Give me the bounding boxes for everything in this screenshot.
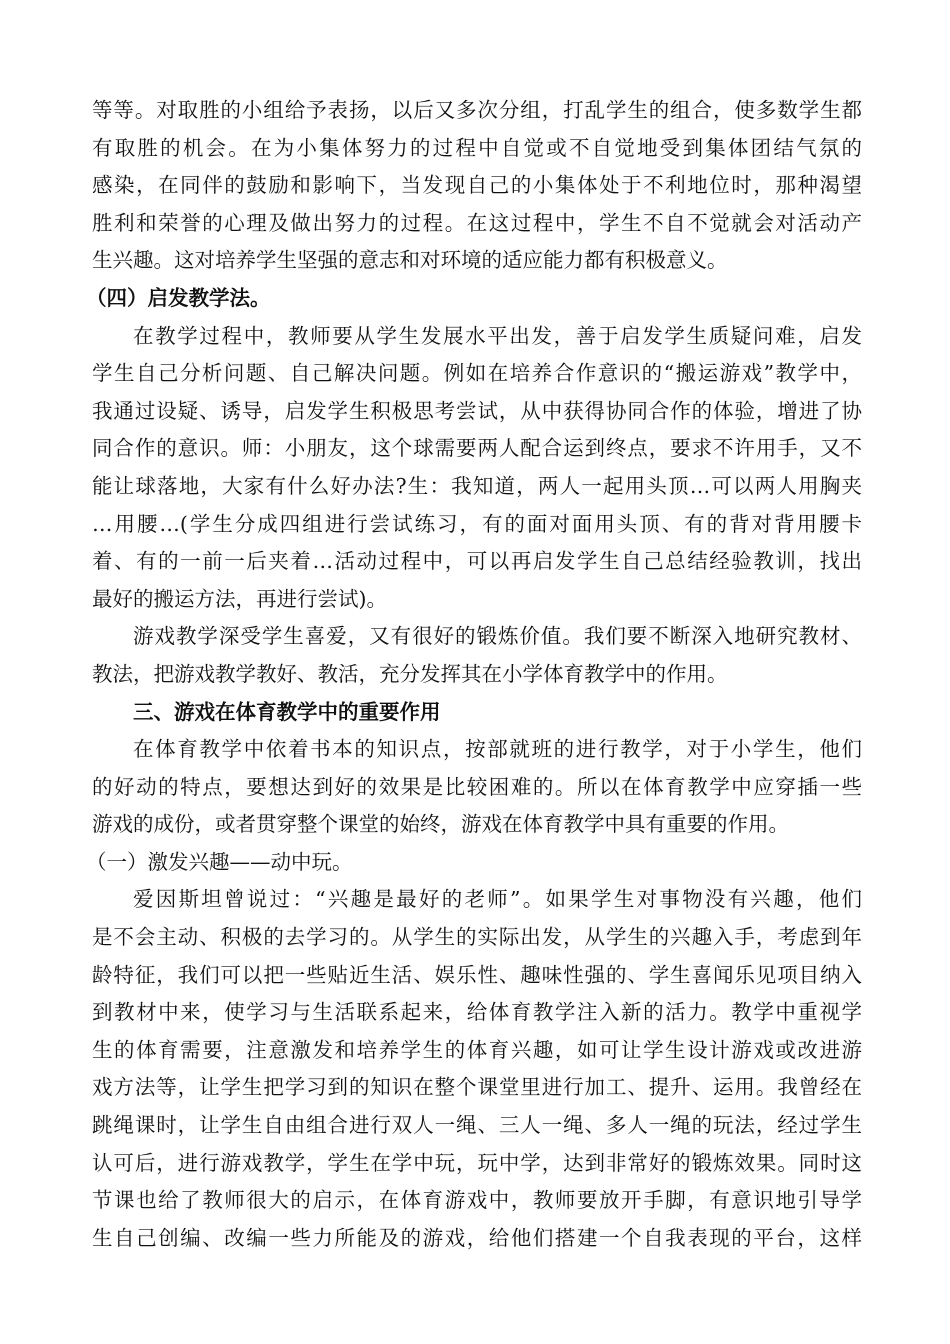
document-body [86,92,862,1257]
heading-text: 三、游戏在体育教学中的重要作用 [133,699,441,724]
text-line: 在体育教学中依着书本的知识点，按部就班的进行教学，对于小学生，他们 [133,737,862,762]
text-line: 学生自己分析问题、自己解决问题。例如在培养合作意识的“搬运游戏”教学中， [92,361,862,386]
text-line: 有取胜的机会。在为小集体努力的过程中自觉或不自觉地受到集体团结气氛的 [92,135,862,160]
section-heading-4 [86,280,862,318]
text-line: 同合作的意识。师：小朋友，这个球需要两人配合运到终点，要求不许用手，又不 [92,436,862,461]
text-line: 胜利和荣誉的心理及做出努力的过程。在这过程中，学生不自不觉就会对活动产 [92,210,862,235]
paragraph-continuation [92,92,862,280]
subsection-heading-1 [86,844,862,882]
text-line: 生兴趣。这对培养学生坚强的意志和对环境的适应能力都有积极意义。 [92,248,728,273]
text-line: 节课也给了教师很大的启示，在体育游戏中，教师要放开手脚，有意识地引导学 [92,1188,862,1213]
text-line: 认可后，进行游戏教学，学生在学中玩，玩中学，达到非常好的锻炼效果。同时这 [92,1150,862,1175]
text-line: 到教材中来，使学习与生活联系起来，给体育教学注入新的活力。教学中重视学 [92,1000,862,1025]
heading-text: （四）启发教学法。 [86,285,271,310]
text-line: 龄特征，我们可以把一些贴近生活、娱乐性、趣味性强的、学生喜闻乐见项目纳入 [92,962,862,987]
section-heading-3 [92,694,862,732]
text-line: …用腰…(学生分成四组进行尝试练习，有的面对面用头顶、有的背对背用腰卡 [92,511,862,536]
text-line: 生自己创编、改编一些力所能及的游戏，给他们搭建一个自我表现的平台，这样 [92,1225,862,1250]
text-line: 感染，在同伴的鼓励和影响下，当发现自己的小集体处于不利地位时，那种渴望 [92,173,862,198]
text-line: 跳绳课时，让学生自由组合进行双人一绳、三人一绳、多人一绳的玩法，经过学生 [92,1113,862,1138]
text-line: 戏方法等，让学生把学习到的知识在整个课堂里进行加工、提升、运用。我曾经在 [92,1075,862,1100]
paragraph-importance [92,731,862,844]
text-line: 游戏的成份，或者贯穿整个课堂的始终，游戏在体育教学中具有重要的作用。 [92,812,789,837]
text-line: 的好动的特点，要想达到好的效果是比较困难的。所以在体育教学中应穿插一些 [92,774,862,799]
text-line: 是不会主动、积极的去学习的。从学生的实际出发，从学生的兴趣入手，考虑到年 [92,925,862,950]
paragraph-game-teaching-value [92,618,862,693]
text-line: 最好的搬运方法，再进行尝试)。 [92,586,387,611]
text-line: 等等。对取胜的小组给予表扬，以后又多次分组，打乱学生的组合，使多数学生都 [92,98,862,122]
text-line: 能让球落地，大家有什么好办法?生：我知道，两人一起用头顶…可以两人用胸夹 [92,473,862,498]
text-line: 着、有的一前一后夹着…活动过程中，可以再启发学生自己总结经验教训，找出 [92,549,862,574]
text-line: 我通过设疑、诱导，启发学生积极思考尝试，从中获得协同合作的体验，增进了协 [92,398,862,423]
text-line: 在教学过程中，教师要从学生发展水平出发，善于启发学生质疑问难，启发 [133,323,862,348]
text-line: 生的体育需要，注意激发和培养学生的体育兴趣，如可让学生设计游戏或改进游 [92,1037,862,1062]
paragraph-interest [92,881,862,1257]
text-line: 爱因斯坦曾说过：“兴趣是最好的老师”。如果学生对事物没有兴趣，他们 [133,887,862,912]
paragraph-heuristic-teaching [92,318,862,619]
text-line: 游戏教学深受学生喜爱，又有很好的锻炼价值。我们要不断深入地研究教材、 [133,624,862,649]
text-line: 教法，把游戏教学教好、教活，充分发挥其在小学体育教学中的作用。 [92,661,728,686]
heading-text: （一）激发兴趣——动中玩。 [86,849,353,874]
